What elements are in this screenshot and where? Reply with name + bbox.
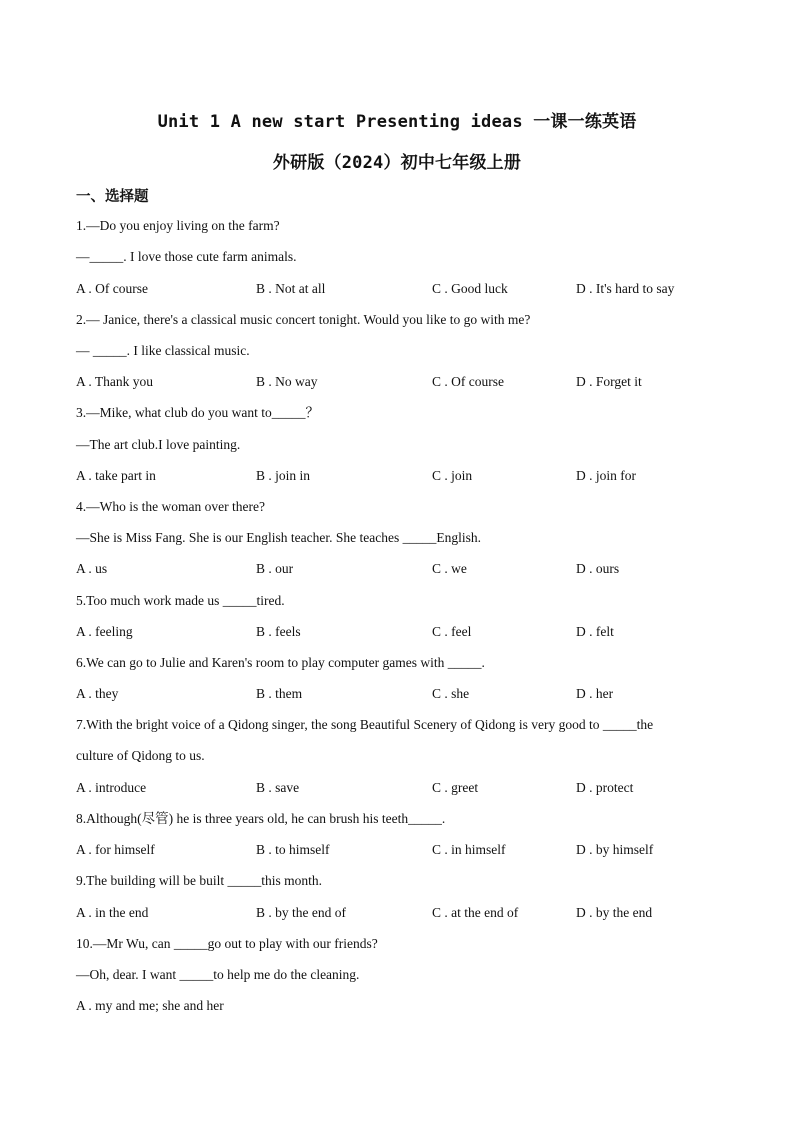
question-2-option-a: A . Thank you <box>76 374 153 389</box>
question-9-option-a: A . in the end <box>76 905 149 920</box>
question-7-option-d: D . protect <box>576 780 634 795</box>
question-5-option-d: D . felt <box>576 624 614 639</box>
question-3-option-d: D . join for <box>576 468 636 483</box>
question-1-stem-line-2: —_____. I love those cute farm animals. <box>76 249 297 264</box>
question-1-option-c: C . Good luck <box>432 281 508 296</box>
question-2-option-d: D . Forget it <box>576 374 642 389</box>
question-5-option-b: B . feels <box>256 624 301 639</box>
question-8-option-b: B . to himself <box>256 842 330 857</box>
question-4-option-b: B . our <box>256 561 294 576</box>
question-7-option-b: B . save <box>256 780 300 795</box>
question-2-stem-line-2: — _____. I like classical music. <box>76 343 250 358</box>
question-9-option-c: C . at the end of <box>432 905 519 920</box>
question-2-option-b: B . No way <box>256 374 318 389</box>
question-1-stem: 1.—Do you enjoy living on the farm? <box>76 218 280 233</box>
question-9-option-b: B . by the end of <box>256 905 346 920</box>
question-5-option-c: C . feel <box>432 624 472 639</box>
question-4-option-a: A . us <box>76 561 108 576</box>
question-10-option-a: A . my and me; she and her <box>76 998 224 1013</box>
question-7-stem: 7.With the bright voice of a Qidong singer, the song Beautiful Scenery of Qidong is very good to _____the <box>76 717 654 732</box>
question-8-option-a: A . for himself <box>76 842 155 857</box>
question-1-option-b: B . Not at all <box>256 281 326 296</box>
question-8-stem: 8.Although(尽管) he is three years old, he can brush his teeth_____. <box>76 811 446 826</box>
question-4-option-d: D . ours <box>576 561 620 576</box>
question-6-option-d: D . her <box>576 686 614 701</box>
question-1-option-a: A . Of course <box>76 281 148 296</box>
question-2-stem: 2.— Janice, there's a classical music concert tonight. Would you like to go with me? <box>76 312 531 327</box>
question-3-option-a: A . take part in <box>76 468 156 483</box>
question-7-option-c: C . greet <box>432 780 479 795</box>
question-3-stem-line-2: —The art club.I love painting. <box>76 437 241 452</box>
question-3-stem: 3.—Mike, what club do you want to_____？ <box>76 405 319 420</box>
question-2-option-c: C . Of course <box>432 374 504 389</box>
question-4-option-c: C . we <box>432 561 467 576</box>
question-7-option-a: A . introduce <box>76 780 147 795</box>
section-heading: 一、选择题 <box>76 189 149 205</box>
question-10-stem: 10.—Mr Wu, can _____go out to play with our friends? <box>76 936 378 951</box>
question-9-stem: 9.The building will be built _____this month. <box>76 873 322 888</box>
question-4-stem-line-2: —She is Miss Fang. She is our English teacher. She teaches _____English. <box>76 530 481 545</box>
question-8-option-c: C . in himself <box>432 842 506 857</box>
question-9-option-d: D . by the end <box>576 905 653 920</box>
question-6-option-b: B . them <box>256 686 303 701</box>
document-title-line-2: 外研版（2024）初中七年级上册 <box>272 153 522 173</box>
question-5-option-a: A . feeling <box>76 624 133 639</box>
question-6-stem: 6.We can go to Julie and Karen's room to play computer games with _____. <box>76 655 485 670</box>
question-6-option-c: C . she <box>432 686 470 701</box>
question-10-stem-line-2: —Oh, dear. I want _____to help me do the cleaning. <box>76 967 360 982</box>
question-6-option-a: A . they <box>76 686 119 701</box>
question-3-option-c: C . join <box>432 468 473 483</box>
question-5-stem: 5.Too much work made us _____tired. <box>76 593 285 608</box>
question-3-option-b: B . join in <box>256 468 311 483</box>
document-title-line-1: Unit 1 A new start Presenting ideas 一课一练英语 <box>157 112 637 132</box>
question-8-option-d: D . by himself <box>576 842 654 857</box>
question-4-stem: 4.—Who is the woman over there? <box>76 499 265 514</box>
question-1-option-d: D . It's hard to say <box>576 281 675 296</box>
question-7-stem-line-2: culture of Qidong to us. <box>76 748 205 763</box>
